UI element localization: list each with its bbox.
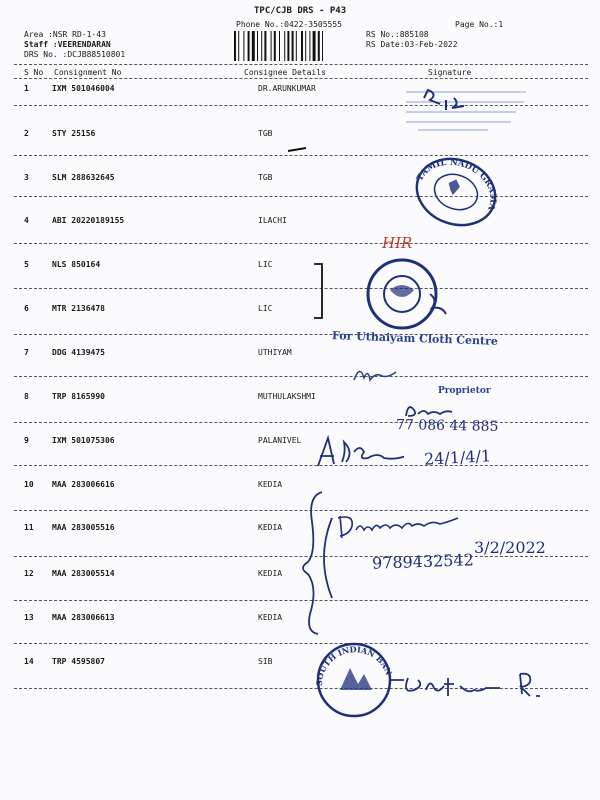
row-divider [14, 288, 588, 289]
row-consignment-number: TRP 4595807 [52, 657, 105, 666]
row-consignment-number: MAA 283006616 [52, 480, 115, 489]
row-divider [14, 376, 588, 377]
barcode [232, 31, 360, 61]
row-consignment-number: MAA 283005516 [52, 523, 115, 532]
row-sno: 10 [24, 480, 34, 489]
handwritten-phone-row11: 9789432542 [371, 550, 475, 573]
row-sno: 9 [24, 436, 29, 445]
row-consignee: TGB [258, 173, 273, 182]
hir-text: HIR [382, 234, 413, 252]
tngb-round-stamp [406, 152, 506, 234]
row-consignment-number: DDG 4139475 [52, 348, 105, 357]
row-consignment-number: NLS 850164 [52, 260, 101, 269]
row-divider [14, 465, 588, 466]
row-sno: 6 [24, 304, 29, 313]
header-bottom-rule [14, 78, 588, 79]
row-sno: 2 [24, 129, 29, 138]
row-divider [14, 643, 588, 644]
column-header-signature: Signature [428, 68, 472, 77]
column-header-consignee: Consignee Details [244, 68, 326, 77]
row-consignee: LIC [258, 304, 273, 313]
row-sno: 13 [24, 613, 34, 622]
row-consignment-number: IXM 501046004 [52, 84, 115, 93]
row-sno: 1 [24, 84, 29, 93]
row-consignee: ILACHI [258, 216, 287, 225]
row-consignee: KEDIA [258, 480, 283, 489]
row-consignee: KEDIA [258, 613, 283, 622]
column-header-sno: S No [24, 68, 44, 77]
row-consignee: KEDIA [258, 569, 283, 578]
row-consignment-number: MAA 283006613 [52, 613, 115, 622]
row-sno: 11 [24, 523, 34, 532]
hir-handwritten-note [380, 232, 430, 256]
row-consignee: DR.ARUNKUMAR [258, 84, 316, 93]
row-consignee: UTHIYAM [258, 348, 292, 357]
row-sno: 8 [24, 392, 29, 401]
row-consignee: KEDIA [258, 523, 283, 532]
handwritten-date-row9: 24/1/4/1 [423, 446, 492, 469]
uthaiyam-firm-stamp: For Uthaiyam Cloth Centre [331, 329, 499, 348]
row-consignee: LIC [258, 260, 273, 269]
signature-mark-row2 [286, 146, 308, 156]
row-consignment-number: ABI 20220189155 [52, 216, 125, 225]
drs-number: DRS No. :DCJB88510801 [24, 50, 126, 59]
document-title: TPC/CJB DRS - P43 [254, 6, 347, 16]
row-divider [14, 422, 588, 423]
column-header-consignment: Consignment No [54, 68, 122, 77]
rs-number: RS No.:885108 [366, 30, 429, 39]
row-sno: 4 [24, 216, 29, 225]
staff-field: Staff :VEERENDARAN [24, 40, 111, 49]
signature-row9 [314, 432, 404, 474]
row-sno: 14 [24, 657, 34, 666]
kedia-bracket-mark [292, 488, 344, 640]
signature-row14 [386, 668, 556, 706]
row-consignee: TGB [258, 129, 273, 138]
row-consignment-number: MAA 283005514 [52, 569, 115, 578]
row-consignment-number: SLM 288632645 [52, 173, 115, 182]
handwritten-date-row11: 3/2/2022 [474, 538, 546, 557]
row-sno: 7 [24, 348, 29, 357]
row-consignment-number: IXM 501075306 [52, 436, 115, 445]
tngb-stamp-text: TAMIL NADU GRAMA [415, 157, 498, 212]
proprietor-stamp: Proprietor [438, 386, 491, 396]
row-consignment-number: MTR 2136478 [52, 304, 105, 313]
handwritten-phone-row8: 77 086 44 885 [395, 417, 499, 435]
signature-row11 [334, 512, 484, 544]
lic-bracket-mark [310, 262, 330, 324]
row-sno: 3 [24, 173, 29, 182]
row-consignee: MUTHULAKSHMI [258, 392, 316, 401]
row-consignment-number: TRP 8165990 [52, 392, 105, 401]
row-consignment-number: STY 25156 [52, 129, 96, 138]
phone-number: Phone No.:0422-3505555 [236, 20, 342, 29]
page-number: Page No.:1 [455, 20, 504, 29]
row-divider [14, 243, 588, 244]
lic-round-stamp [360, 254, 450, 336]
area-field: Area :NSR RD-1-43 [24, 30, 106, 39]
sib-stamp-text: SOUTH INDIAN BAN [313, 644, 395, 687]
address-stamp-row1 [404, 84, 534, 138]
header-top-rule [14, 64, 588, 65]
row-divider [14, 334, 588, 335]
row-sno: 5 [24, 260, 29, 269]
rs-date: RS Date:03-Feb-2022 [366, 40, 458, 49]
row-consignee: PALANIVEL [258, 436, 302, 445]
signature-row7 [350, 360, 400, 388]
row-sno: 12 [24, 569, 34, 578]
row-consignee: SIB [258, 657, 273, 666]
